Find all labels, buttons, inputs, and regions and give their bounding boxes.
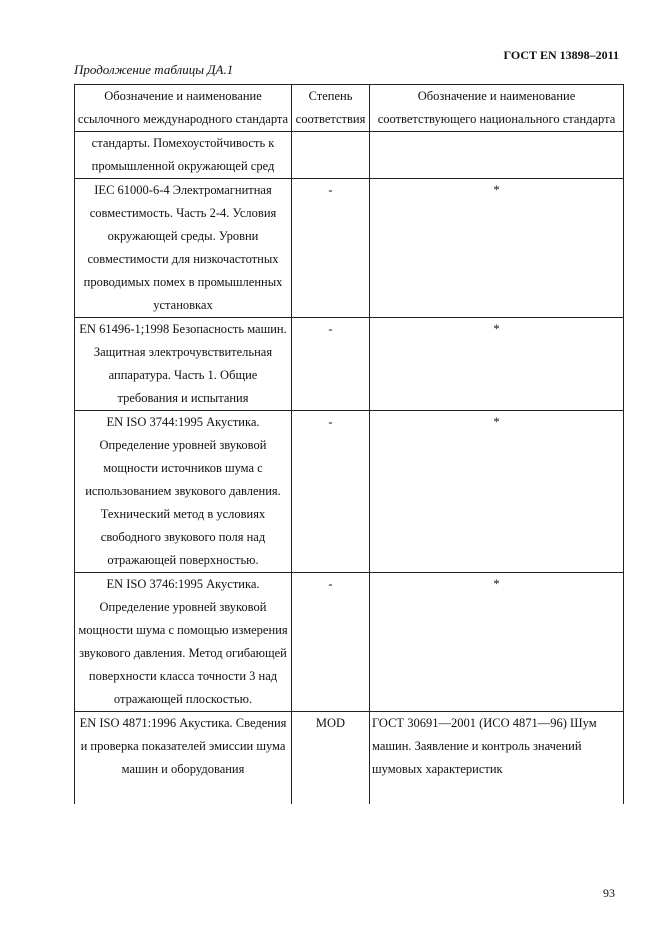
cell-international: EN ISO 3744:1995 Акустика. Определение уровней звуковой мощности источников шума с использованием звукового давления. Технический метод в условиях свободного звукового поля над отражающей поверхностью. [75, 411, 292, 573]
column-header-degree: Степень соответствия [292, 85, 370, 132]
cell-degree: MOD [292, 712, 370, 805]
cell-national: ГОСТ 30691—2001 (ИСО 4871—96) Шум машин. Заявление и контроль значений шумовых характеристик [370, 712, 624, 805]
column-header-international: Обозначение и наименование ссылочного международного стандарта [75, 85, 292, 132]
column-header-national: Обозначение и наименование соответствующего национального стандарта [370, 85, 624, 132]
cell-national: * [370, 318, 624, 411]
cell-international: IEC 61000-6-4 Электромагнитная совместимость. Часть 2-4. Условия окружающей среды. Уровни совместимости для низкочастотных проводимых помех в промышленных установках [75, 179, 292, 318]
cell-national [370, 132, 624, 179]
cell-international: стандарты. Помехоустойчивость к промышленной окружающей сред [75, 132, 292, 179]
table-row [75, 712, 624, 805]
cell-degree: - [292, 179, 370, 318]
table-row [75, 132, 624, 179]
cell-degree: - [292, 573, 370, 712]
cell-degree [292, 132, 370, 179]
table-caption: Продолжение таблицы ДА.1 [74, 62, 234, 77]
cell-international: EN ISO 4871:1996 Акустика. Сведения и проверка показателей эмиссии шума машин и оборудования [75, 712, 292, 805]
cell-national: * [370, 411, 624, 573]
cell-degree: - [292, 411, 370, 573]
cell-national: * [370, 573, 624, 712]
table-header-row [75, 85, 624, 132]
cell-national: * [370, 179, 624, 318]
table-row [75, 318, 624, 411]
page-number: 93 [603, 886, 615, 900]
standards-table [74, 84, 624, 804]
table-row [75, 179, 624, 318]
cell-international: EN ISO 3746:1995 Акустика. Определение уровней звуковой мощности шума с помощью измерения звукового давления. Метод огибающей поверхности класса точности 3 над отражающей плоскостью. [75, 573, 292, 712]
cell-international: EN 61496-1;1998 Безопасность машин. Защитная электрочувствительная аппаратура. Часть 1. Общие требования и испытания [75, 318, 292, 411]
table-row [75, 573, 624, 712]
cell-degree: - [292, 318, 370, 411]
document-code: ГОСТ EN 13898–2011 [503, 48, 619, 62]
table-row [75, 411, 624, 573]
